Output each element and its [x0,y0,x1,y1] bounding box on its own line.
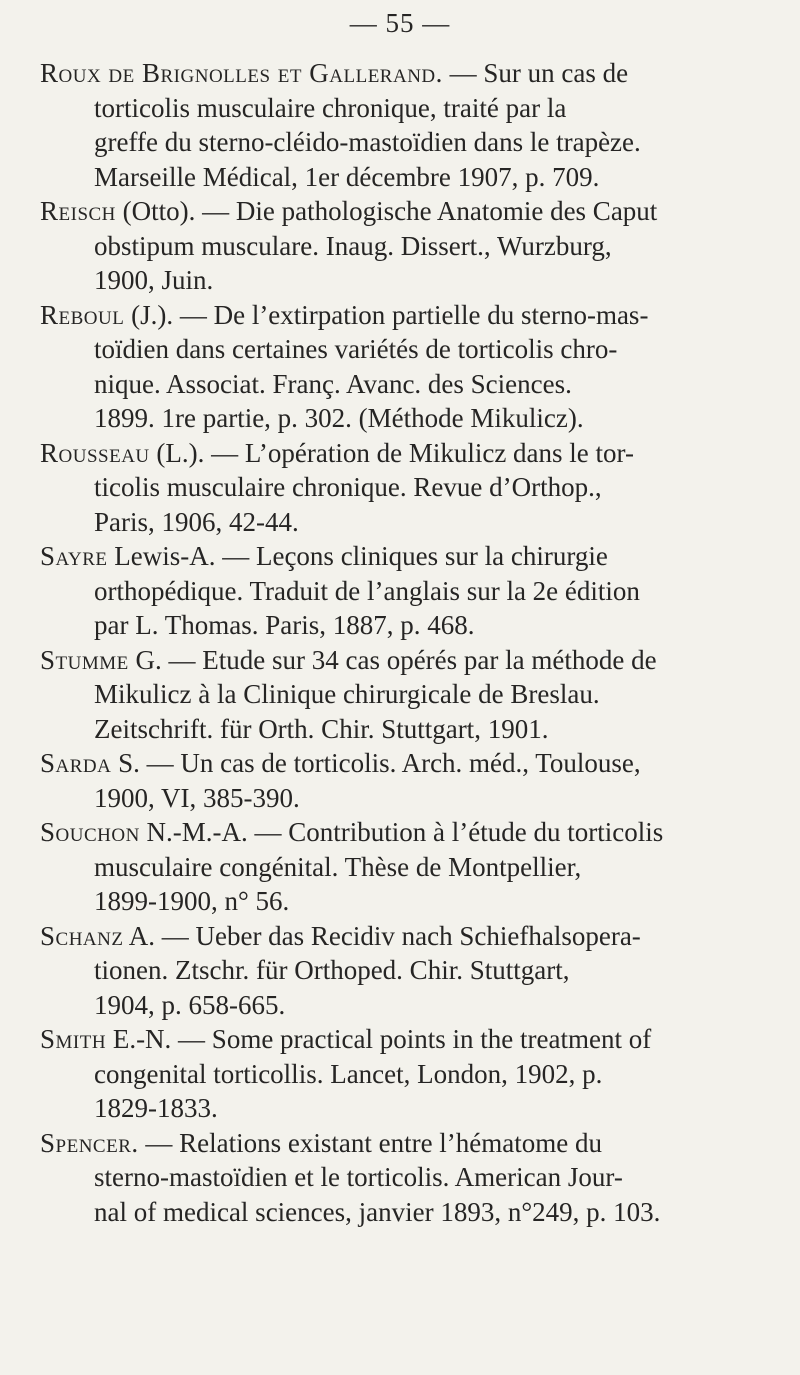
bibliography-entry [40,746,775,815]
entry-line: nique. Associat. Franç. Avanc. des Sciences. [94,368,572,399]
page-number: — 55 — [349,8,451,38]
entry-line: Paris, 1906, 42-44. [94,506,299,537]
bibliography-entry [40,1126,775,1230]
entry-text: — Sur un cas de [442,58,629,88]
bibliography-entry [40,436,775,540]
entry-author: Sarda [40,748,112,778]
entry-line [40,746,775,781]
entry-line: sterno-mastoïdien et le torticolis. American Jour- [94,1162,623,1192]
entry-line [40,539,775,574]
entry-line: 1899. 1re partie, p. 302. (Méthode Mikulicz). [94,403,584,433]
entry-line: musculaire congénital. Thèse de Montpellier, [94,851,582,882]
entry-line [40,436,775,471]
entry-line [40,194,775,229]
entry-line: nal of medical sciences, janvier 1893, n°249, p. 103. [94,1196,661,1227]
entry-line: Zeitschrift. für Orth. Chir. Stuttgart, 1901. [94,713,549,744]
entry-line: Marseille Médical, 1er décembre 1907, p. 709. [94,161,600,192]
entry-author: Stumme [40,644,129,675]
entry-line: greffe du sterno-cléido-mastoïdien dans le trapèze. [94,127,641,157]
entry-text: (J.). — De l’extirpation partielle du sterno-mas- [124,299,649,330]
entry-line: par L. Thomas. Paris, 1887, p. 468. [94,610,475,640]
entry-author: Smith [40,1024,107,1054]
entry-line [40,643,775,678]
entry-text: (Otto). — Die pathologische Anatomie des Caput [115,196,658,226]
entry-author: Souchon [40,817,140,847]
bibliography-entry [40,815,775,919]
entry-author: Reboul [40,299,125,330]
entry-line [40,56,775,91]
entry-text: — Relations existant entre l’hématome du [138,1127,603,1158]
entry-author: Schanz [40,920,124,951]
bibliography-list [40,56,775,1229]
entry-text: A. — Ueber das Recidiv nach Schiefhalsopera- [123,920,641,951]
bibliography-entry [40,298,775,436]
entry-author: Sayre [40,541,108,571]
bibliography-entry [40,1022,775,1126]
entry-author: Reisch [40,196,116,226]
entry-line [40,919,775,954]
entry-line [40,298,775,333]
entry-line: 1904, p. 658-665. [94,989,286,1020]
entry-line: obstipum musculare. Inaug. Dissert., Wurzburg, [94,230,612,261]
entry-line [40,815,775,850]
entry-text: E.-N. — Some practical points in the treatment of [106,1024,652,1054]
entry-line: ticolis musculaire chronique. Revue d’Orthop., [94,472,602,502]
bibliography-entry [40,56,775,194]
entry-author: Roux de Brignolles et Gallerand. [40,58,443,88]
bibliography-entry [40,919,775,1023]
entry-line: congenital torticollis. Lancet, London, 1902, p. [94,1058,603,1089]
bibliography-entry [40,194,775,298]
entry-author: Spencer. [40,1127,139,1158]
entry-line: orthopédique. Traduit de l’anglais sur la 2e édition [94,575,640,606]
entry-text: (L.). — L’opération de Mikulicz dans le tor- [149,437,634,468]
entry-text: Lewis-A. — Leçons cliniques sur la chirurgie [107,541,608,571]
entry-line: 1900, VI, 385-390. [94,782,300,813]
entry-author: Rousseau [40,437,150,468]
entry-line: Mikulicz à la Clinique chirurgicale de Breslau. [94,679,600,709]
entry-line [40,1022,775,1057]
entry-line: 1899-1900, n° 56. [94,886,290,916]
entry-text: S. — Un cas de torticolis. Arch. méd., Toulouse, [111,748,641,778]
bibliography-entry [40,539,775,643]
entry-line: toïdien dans certaines variétés de torticolis chro- [94,334,618,364]
entry-line [40,1126,775,1161]
entry-line: 1829-1833. [94,1093,218,1123]
entry-line: torticolis musculaire chronique, traité par la [94,92,567,123]
bibliography-entry [40,643,775,747]
entry-text: N.-M.-A. — Contribution à l’étude du torticolis [139,817,664,847]
entry-line: 1900, Juin. [94,265,214,295]
entry-line: tionen. Ztschr. für Orthoped. Chir. Stuttgart, [94,955,570,985]
entry-text: G. — Etude sur 34 cas opérés par la méthode de [128,644,657,675]
